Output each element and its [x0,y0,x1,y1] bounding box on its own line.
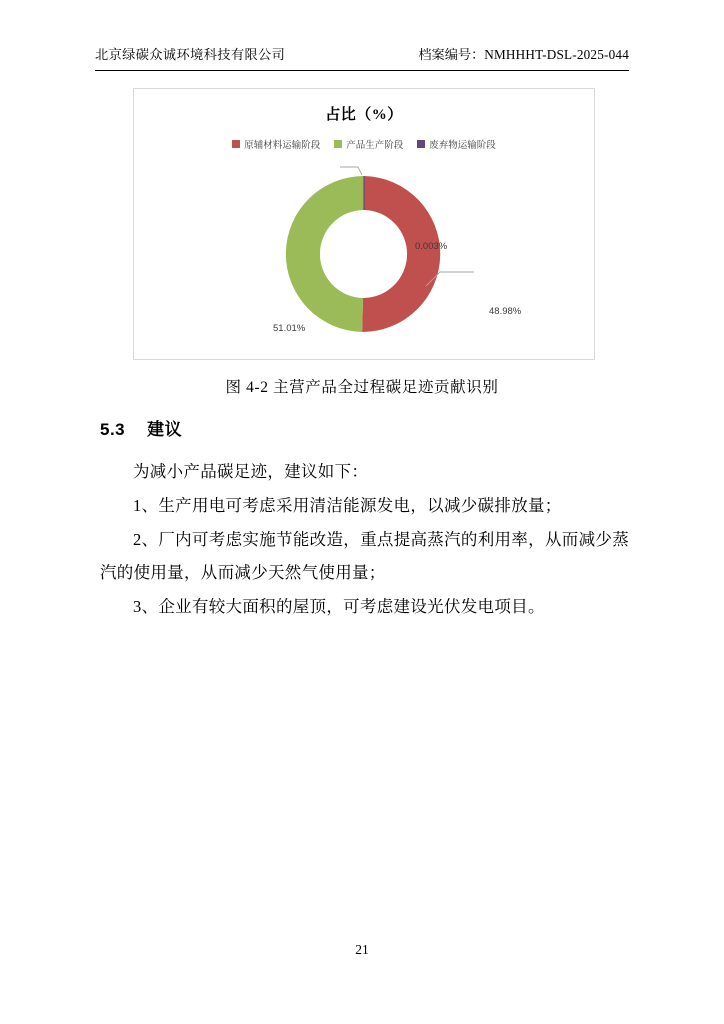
slice-production [286,176,364,332]
pie-chart [133,88,595,360]
legend-swatch-1 [334,140,342,148]
chart-title: 占比（%） [325,107,403,123]
archive-label: 档案编号： [418,47,485,62]
page-header [95,44,629,63]
data-label-production: 51.01% [273,323,306,334]
donut-graphic [134,159,594,349]
section-title: 建议 [147,420,183,439]
paragraph-item-2: 2、厂内可考虑实施节能改造，重点提高蒸汽的利用率，从而减少蒸汽的使用量，从而减少天然气使用量； [100,530,629,582]
header-divider [95,70,629,71]
chart-legend [134,137,594,151]
chart-plot-area [134,155,594,355]
legend-swatch-0 [232,140,240,148]
data-label-waste-transport: 0.003% [415,241,448,252]
header-company-name: 北京绿碳众诚环境科技有限公司 [95,47,286,62]
body-content [100,455,629,624]
legend-item-0 [232,137,320,151]
header-archive [418,44,629,63]
archive-number: NMHHHT-DSL-2025-044 [484,47,629,62]
section-number: 5.3 [100,420,126,439]
section-heading [100,415,182,440]
figure-caption: 图 4-2 主营产品全过程碳足迹贡献识别 [225,379,499,396]
paragraph-intro: 为减小产品碳足迹，建议如下： [133,462,369,481]
page-number: 21 [355,942,369,957]
slice-transport-raw-material [362,176,440,332]
data-label-transport-raw-material: 48.98% [489,306,522,317]
paragraph-item-1: 1、生产用电可考虑采用清洁能源发电，以减少碳排放量； [133,496,562,515]
legend-label-2: 废弃物运输阶段 [429,140,496,151]
leader-line-waste [340,167,362,175]
legend-label-1: 产品生产阶段 [346,140,404,151]
legend-swatch-2 [417,140,425,148]
legend-label-0: 原辅材料运输阶段 [244,140,321,151]
legend-item-2 [417,137,496,151]
paragraph-item-3: 3、企业有较大面积的屋顶，可考虑建设光伏发电项目。 [133,597,545,616]
legend-item-1 [334,137,403,151]
